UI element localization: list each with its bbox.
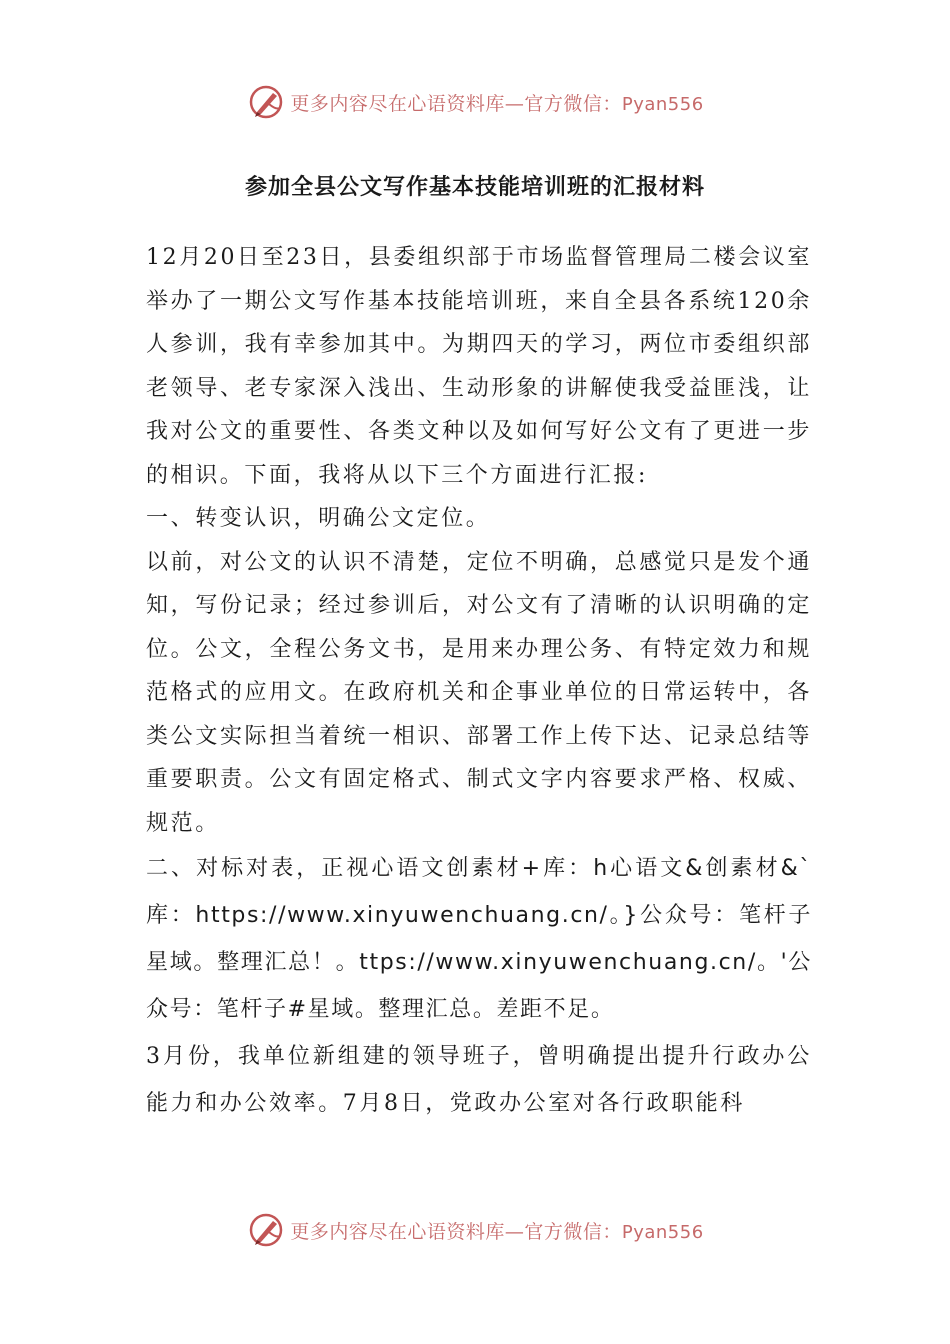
section-heading-one: 一、转变认识，明确公文定位。 [146,506,491,531]
watermark-text: 更多内容尽在心语资料库—官方微信：Pyan556 [290,1220,704,1243]
watermark-header [0,80,950,124]
watermark-footer [0,1208,950,1252]
document-title: 参加全县公文写作基本技能培训班的汇报材料 [244,174,705,200]
paragraph-section-one: 以前，对公文的认识不清楚，定位不明确，总感觉只是发个通知，写份记录；经过参训后，对公文有了清晰的认识明确的定位。公文，全程公务文书，是用来办理公务、有特定效力和规范格式的应用文。在政府机关和企事业单位的日常运转中，各类公文实际担当着统一相识、部署工作上传下达、记录总结等重要职责。公文有固定格式、制式文字内容要求严格、权威、规范。 [146,549,812,836]
document-body [146,236,812,1127]
section-heading-two: 二、对标对表，正视心语文创素材+库：h心语文&创素材&`库：https://www.xinyuwenchuang.cn/。}公众号：笔杆子星域。整理汇总！。ttps://www.xinyuwenchuang.cn/。'公众号：笔杆子#星域。整理汇总。差距不足。 [146,856,812,1022]
paragraph-intro: 12月20日至23日，县委组织部于市场监督管理局二楼会议室举办了一期公文写作基本技能培训班，来自全县各系统120余人参训，我有幸参加其中。为期四天的学习，两位市委组织部老领导、老专家深入浅出、生动形象的讲解使我受益匪浅，让我对公文的重要性、各类文种以及如何写好公文有了更进一步的相识。下面，我将从以下三个方面进行汇报: [146,245,812,488]
watermark-text: 更多内容尽在心语资料库—官方微信：Pyan556 [290,92,704,115]
pen-circle-logo-icon [246,1210,286,1250]
paragraph-section-two: 3月份，我单位新组建的领导班子，曾明确提出提升行政办公能力和办公效率。7月8日，党政办公室对各行政职能科 [146,1044,812,1116]
pen-circle-logo-icon [246,82,286,122]
